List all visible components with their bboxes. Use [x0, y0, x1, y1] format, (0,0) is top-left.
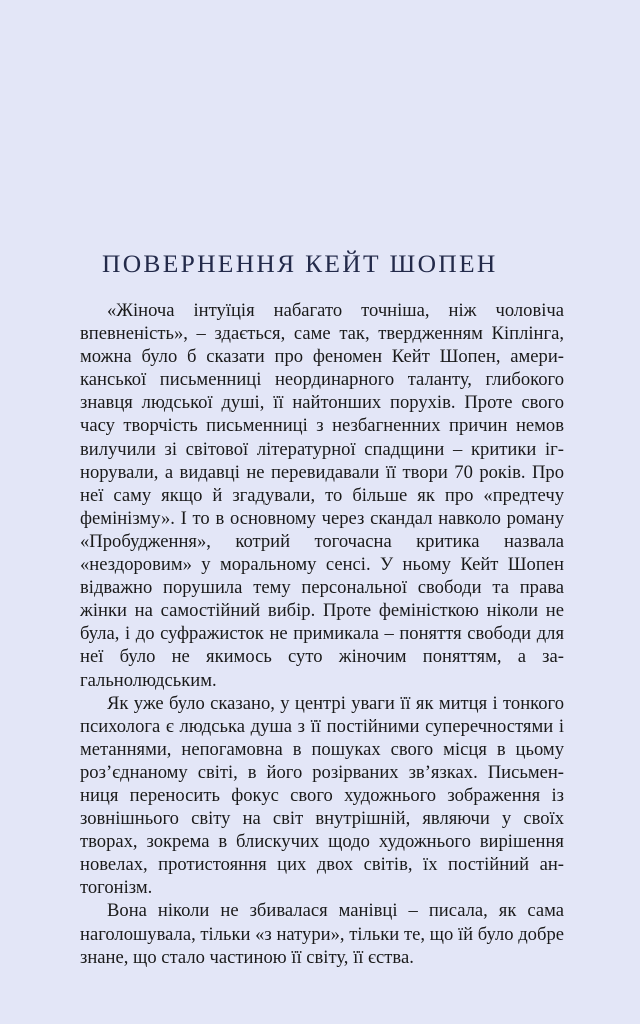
book-page	[80, 248, 564, 969]
paragraph-2: Як уже було сказано, у центрі уваги її як митця і тонкого психолога є людська душа з її постійними суперечностями і метаннями, непогамовна в пошуках свого місця в цьому роз’єднаному світі, в його розірваних зв’язках. Письменниця переносить фокус свого художнього зображення із зовнішнього світу на світ внутрішній, являючи у своїх творах, зокрема в блискучих щодо художнього вирішення новелах, протистояння цих двох світів, їх постійний антогонізм.	[80, 692, 564, 899]
chapter-title: ПОВЕРНЕННЯ КЕЙТ ШОПЕН	[102, 249, 498, 278]
paragraph-3: Вона ніколи не збивалася манівці – писала, як сама наголошувала, тільки «з натури», тільки те, що їй було добре знане, що стало частиною її світу, її єства.	[80, 900, 564, 968]
chapter-body	[80, 299, 564, 969]
paragraph-1: «Жіноча інтуїція набагато точніша, ніж чоловіча впевненість», – здається, саме так, твердженням Кіплінга, можна було б сказати про феномен Кейт Шопен, американської письменниці неординарного таланту, глибокого знавця людської душі, її найтонших порухів. Проте свого часу творчість письменниці з незбагненних причин немов вилучили зі світової літературної спадщини – критики ігнорували, а видавці не перевидавали її твори 70 років. Про неї саму якщо й згадували, то більше як про «предтечу фемінізму». І то в основному через скандал навколо роману «Пробудження», котрий тогочасна критика назвала «нездоровим» у моральному сенсі. У ньому Кейт Шопен відважно порушила тему персональної свободи та права жінки на самостійний вибір. Проте феміністкою ніколи не була, і до суфражисток не примикала – поняття свободи для неї було не якимось суто жіночим поняттям, а загальнолюдським.	[80, 300, 564, 691]
